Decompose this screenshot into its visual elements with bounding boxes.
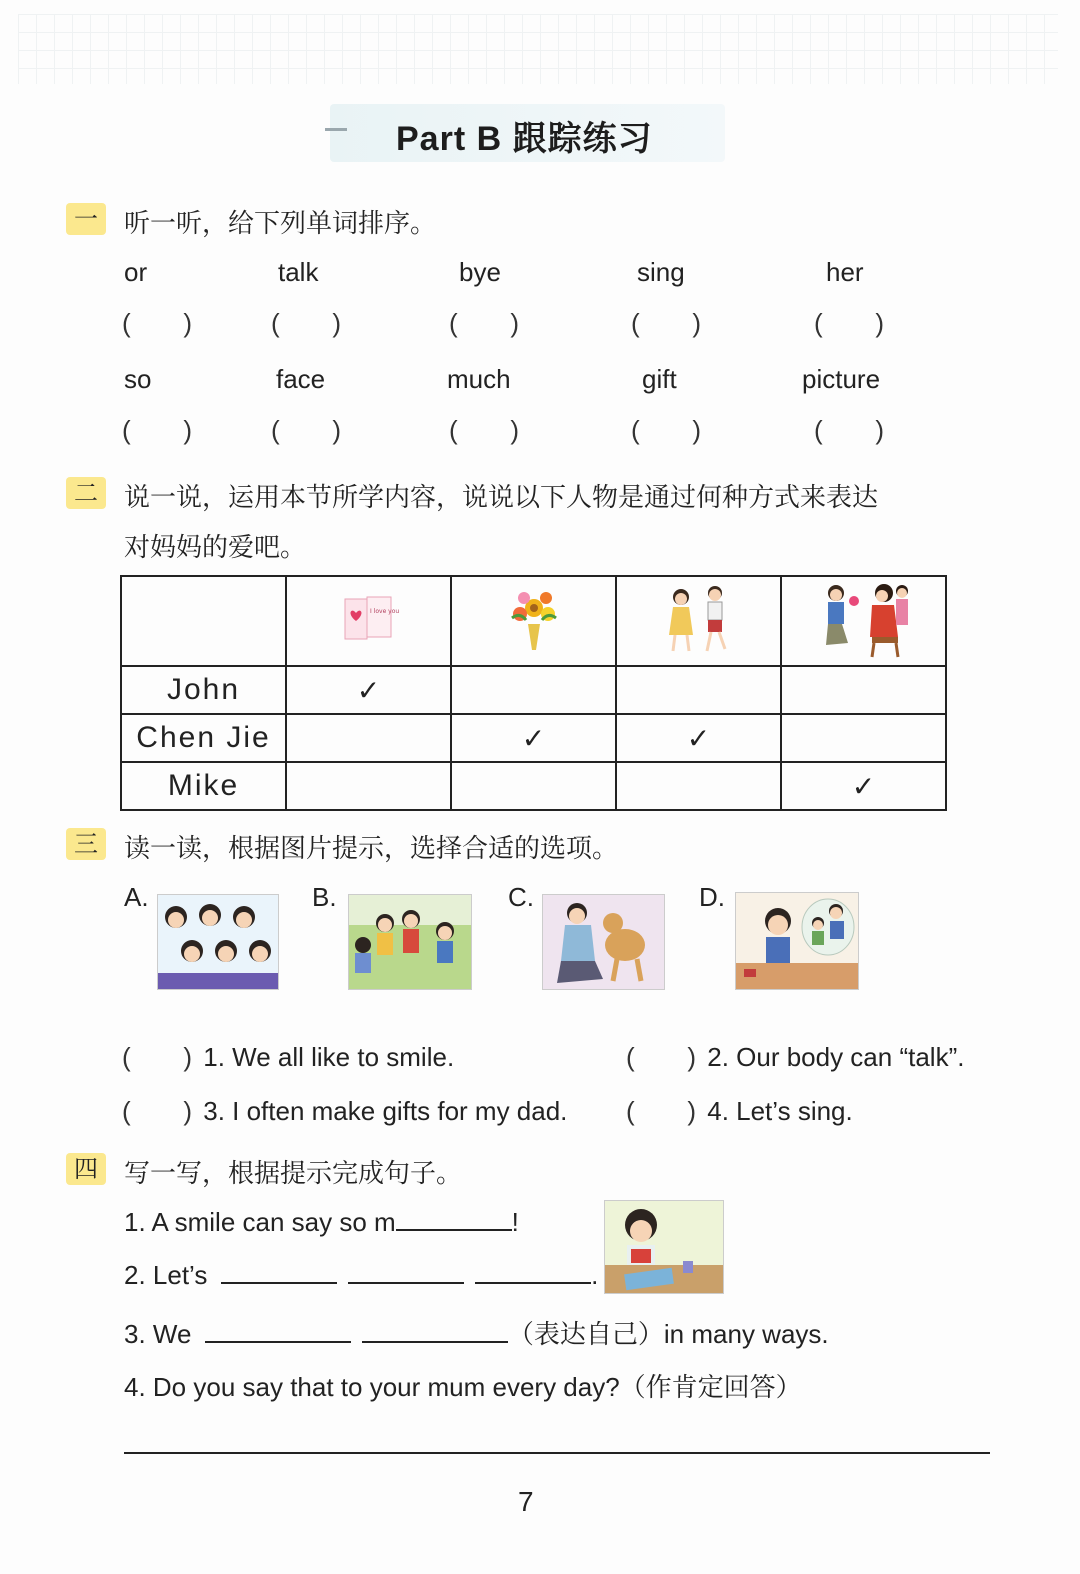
- check-mark: ✓: [286, 666, 451, 714]
- word-gift: gift: [642, 364, 677, 394]
- answer-blank[interactable]: ( ): [449, 415, 519, 445]
- word-talk: talk: [278, 257, 319, 287]
- fill-blank[interactable]: [348, 1260, 464, 1284]
- row-name-john: John: [121, 666, 286, 714]
- section-2-number: 二: [66, 477, 106, 509]
- children-smiling-picture: [157, 894, 279, 990]
- header-grid-decoration: [18, 14, 1058, 84]
- option-d-label: D.: [699, 882, 725, 912]
- option-b-label: B.: [312, 882, 337, 912]
- girl-drawing-picture: [604, 1200, 724, 1294]
- section-2-instruction-line2: 对妈妈的爱吧。: [124, 533, 307, 563]
- empty-cell: [616, 762, 781, 810]
- answer-blank[interactable]: ( ): [626, 1096, 696, 1126]
- section-1-number: 一: [66, 203, 106, 235]
- children-dancing-icon: [659, 581, 739, 657]
- check-mark: ✓: [616, 714, 781, 762]
- check-mark: ✓: [451, 714, 616, 762]
- answer-blank[interactable]: ( ): [814, 415, 884, 445]
- answer-blank[interactable]: ( ): [626, 1042, 696, 1072]
- flowers-image-cell: [451, 576, 616, 666]
- boy-giving-flowers-to-mum-icon: [814, 579, 914, 659]
- fill-question-3: 3. We （表达自己）in many ways.: [124, 1319, 829, 1349]
- answer-line[interactable]: [124, 1452, 990, 1454]
- fill-blank[interactable]: [475, 1260, 591, 1284]
- fill-blank[interactable]: [205, 1319, 351, 1343]
- question-2: 2. Our body can “talk”.: [707, 1042, 965, 1072]
- section-2-instruction-line1: 说一说，运用本节所学内容，说说以下人物是通过何种方式来表达: [124, 483, 879, 513]
- answer-blank[interactable]: ( ): [122, 1096, 192, 1126]
- empty-cell: [451, 762, 616, 810]
- row-name-chen-jie: Chen Jie: [121, 714, 286, 762]
- fill-question-2: 2. Let’s .: [124, 1260, 599, 1290]
- empty-cell: [781, 714, 946, 762]
- answer-blank[interactable]: ( ): [449, 308, 519, 338]
- fill-blank[interactable]: [221, 1260, 337, 1284]
- fill-blank[interactable]: [396, 1207, 512, 1231]
- word-picture: picture: [802, 364, 881, 394]
- answer-blank[interactable]: ( ): [814, 308, 884, 338]
- empty-cell: [616, 666, 781, 714]
- page-number: 7: [518, 1486, 534, 1517]
- word-face: face: [276, 364, 326, 394]
- word-much: much: [447, 364, 511, 394]
- question-row: [122, 1096, 567, 1127]
- svg-text:I love you!: I love you!: [369, 607, 399, 615]
- answer-blank[interactable]: ( ): [631, 415, 701, 445]
- boy-with-dog-picture: [542, 894, 665, 990]
- empty-cell: [286, 762, 451, 810]
- fill-blank[interactable]: [362, 1319, 508, 1343]
- answer-blank[interactable]: ( ): [122, 308, 192, 338]
- dancing-image-cell: [616, 576, 781, 666]
- empty-cell: [286, 714, 451, 762]
- greeting-card-icon: [339, 593, 399, 645]
- answer-blank[interactable]: ( ): [122, 1042, 192, 1072]
- answer-blank[interactable]: ( ): [271, 415, 341, 445]
- question-3: 3. I often make gifts for my dad.: [203, 1096, 568, 1126]
- boy-thinking-of-dad-picture: [735, 892, 859, 990]
- section-4-instruction: 写一写，根据提示完成句子。: [124, 1159, 463, 1189]
- option-a-label: A.: [124, 882, 149, 912]
- title-dash: [325, 128, 347, 131]
- fill-question-1: 1. A smile can say so m !: [124, 1207, 519, 1237]
- question-row: [626, 1096, 853, 1127]
- section-4-number: 四: [66, 1153, 106, 1185]
- section-1-instruction: 听一听，给下列单词排序。: [124, 209, 437, 239]
- empty-cell: [451, 666, 616, 714]
- word-bye: bye: [459, 257, 501, 287]
- word-or: or: [124, 257, 148, 287]
- word-her: her: [826, 257, 864, 287]
- check-mark: ✓: [781, 762, 946, 810]
- option-c-label: C.: [508, 882, 534, 912]
- question-row: [626, 1042, 964, 1073]
- gift-to-mum-image-cell: [781, 576, 946, 666]
- card-image-cell: [286, 576, 451, 666]
- table-corner-cell: [121, 576, 286, 666]
- love-expression-table: [120, 575, 947, 811]
- fill-question-4: 4. Do you say that to your mum every day?（作肯定回答）: [124, 1372, 802, 1402]
- answer-blank[interactable]: ( ): [122, 415, 192, 445]
- row-name-mike: Mike: [121, 762, 286, 810]
- word-sing: sing: [637, 257, 685, 287]
- flower-bouquet-icon: [504, 584, 564, 654]
- empty-cell: [781, 666, 946, 714]
- word-so: so: [124, 364, 152, 394]
- answer-blank[interactable]: ( ): [631, 308, 701, 338]
- question-1: 1. We all like to smile.: [203, 1042, 455, 1072]
- section-3-number: 三: [66, 828, 106, 860]
- question-row: [122, 1042, 454, 1073]
- question-4: 4. Let’s sing.: [707, 1096, 853, 1126]
- children-singing-picture: [348, 894, 472, 990]
- page-title: Part B 跟踪练习: [396, 120, 653, 158]
- section-3-instruction: 读一读，根据图片提示，选择合适的选项。: [124, 834, 619, 864]
- answer-blank[interactable]: ( ): [271, 308, 341, 338]
